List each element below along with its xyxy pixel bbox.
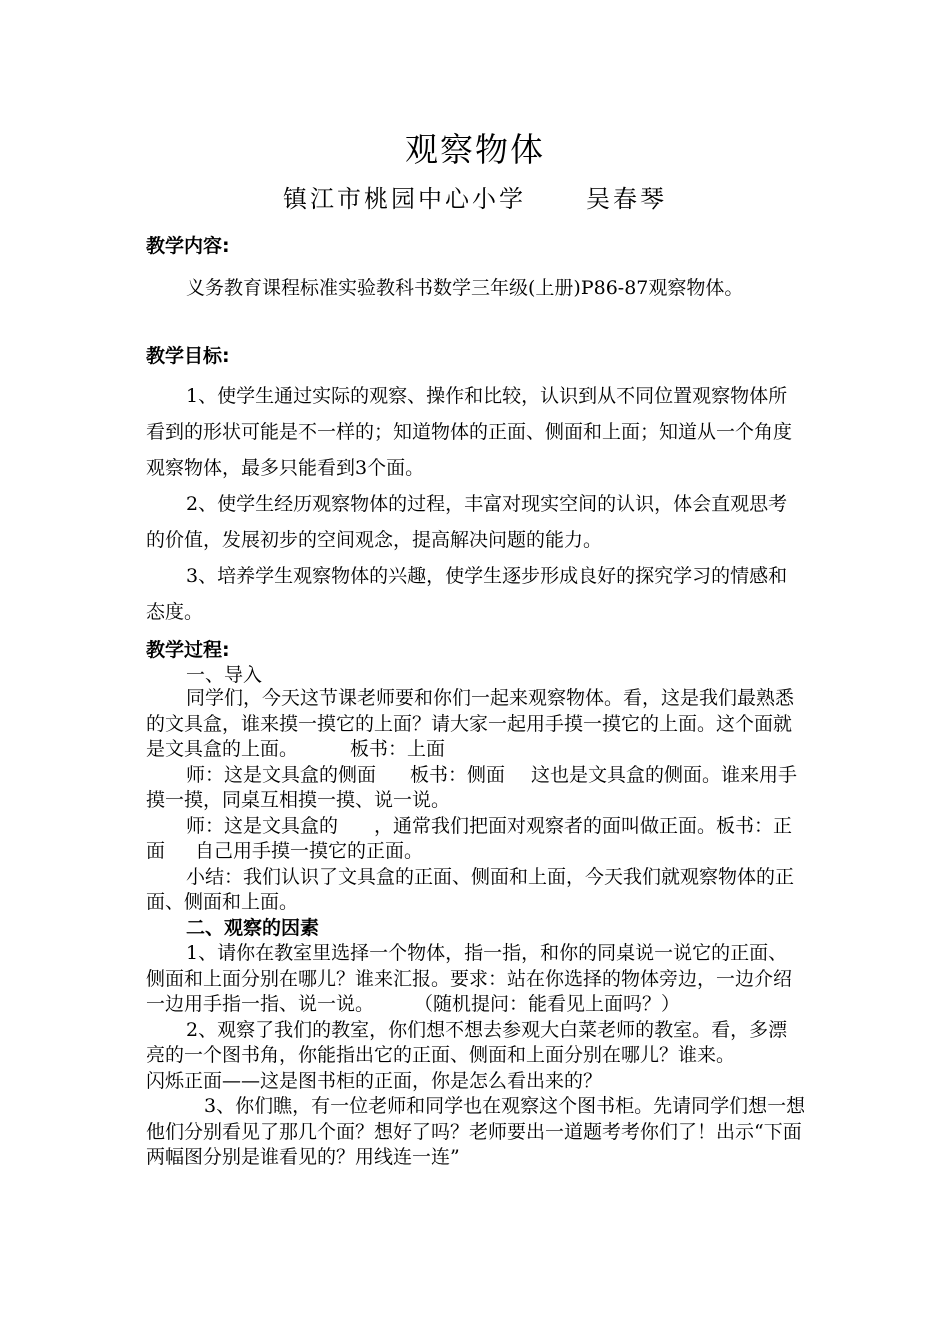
board-note: 板书：侧面 bbox=[410, 763, 506, 786]
author-name: 吴春琴 bbox=[586, 185, 667, 213]
factors-heading: 二、观察的因素 bbox=[186, 916, 320, 939]
content-section bbox=[146, 232, 806, 306]
goals-section bbox=[146, 342, 806, 630]
goal-item: 3、培养学生观察物体的兴趣，使学生逐步形成良好的探究学习的情感和态度。 bbox=[146, 565, 788, 623]
factors-paragraph: 2、观察了我们的教室，你们想不想去参观大白菜老师的教室。看，多漂亮的一个图书角，你能指出它的正面、侧面和上面分别在哪儿？谁来。 bbox=[146, 1018, 788, 1066]
content-text: 义务教育课程标准实验教科书数学三年级(上册)P86-87观察物体。 bbox=[186, 277, 744, 299]
intro-heading: 一、导入 bbox=[186, 664, 263, 686]
document-byline bbox=[0, 182, 950, 216]
intro-text: 师：这是文具盒的 bbox=[186, 814, 339, 837]
intro-paragraph bbox=[146, 686, 806, 763]
summary-paragraph: 小结：我们认识了文具盒的正面、侧面和上面，今天我们就观察物体的正面、侧面和上面。 bbox=[146, 865, 795, 913]
goal-item: 2、使学生经历观察物体的过程，丰富对现实空间的认识，体会直观思考的价值，发展初步的空间观念，提高解决问题的能力。 bbox=[146, 493, 788, 551]
intro-text: 这也是文具盒的侧面。谁来用手摸一摸，同桌互相摸一摸、说一说。 bbox=[146, 763, 798, 811]
factors-text: 1、请你在教室里选择一个物体，指一指，和你的同桌说一说它的正面、侧面和上面分别在哪儿？谁来汇报。要求：站在你选择的物体旁边，一边介绍一边用手指一指、说一说。 bbox=[146, 942, 793, 1015]
process-section bbox=[146, 636, 806, 1171]
intro-paragraph bbox=[146, 814, 806, 865]
factors-paragraph bbox=[146, 941, 806, 1018]
process-heading: 教学过程: bbox=[146, 639, 230, 661]
factors-paragraph: 闪烁正面——这是图书柜的正面，你是怎么看出来的？ bbox=[146, 1069, 603, 1092]
goal-item: 1、使学生通过实际的观察、操作和比较，认识到从不同位置观察物体所看到的形状可能是不一样的；知道物体的正面、侧面和上面；知道从一个角度观察物体，最多只能看到3个面。 bbox=[146, 385, 793, 479]
intro-paragraph bbox=[146, 763, 806, 814]
school-name: 镇江市桃园中心小学 bbox=[283, 185, 526, 213]
factors-paragraph: 3、你们瞧，有一位老师和同学也在观察这个图书柜。先请同学们想一想他们分别看见了那几个面？想好了吗？老师要出一道题考考你们了！出示“下面两幅图分别是谁看见的？用线连一连” bbox=[146, 1095, 806, 1168]
factors-text: （随机提问：能看见上面吗？） bbox=[414, 993, 681, 1015]
intro-text: ，通常我们把面对观察者的面叫做正面。板书：正面 bbox=[146, 814, 793, 862]
board-note: 板书：上面 bbox=[350, 738, 446, 760]
document-title: 观察物体 bbox=[405, 130, 545, 169]
goals-heading: 教学目标: bbox=[146, 345, 230, 367]
intro-text: 自己用手摸一摸它的正面。 bbox=[195, 840, 424, 862]
content-heading: 教学内容: bbox=[146, 235, 230, 257]
intro-text: 同学们，今天这节课老师要和你们一起来观察物体。看，这是我们最熟悉的文具盒，谁来摸一摸它的上面？请大家一起用手摸一摸它的上面。这个面就是文具盒的上面。 bbox=[146, 687, 795, 760]
intro-text: 师：这是文具盒的侧面 bbox=[186, 763, 377, 786]
